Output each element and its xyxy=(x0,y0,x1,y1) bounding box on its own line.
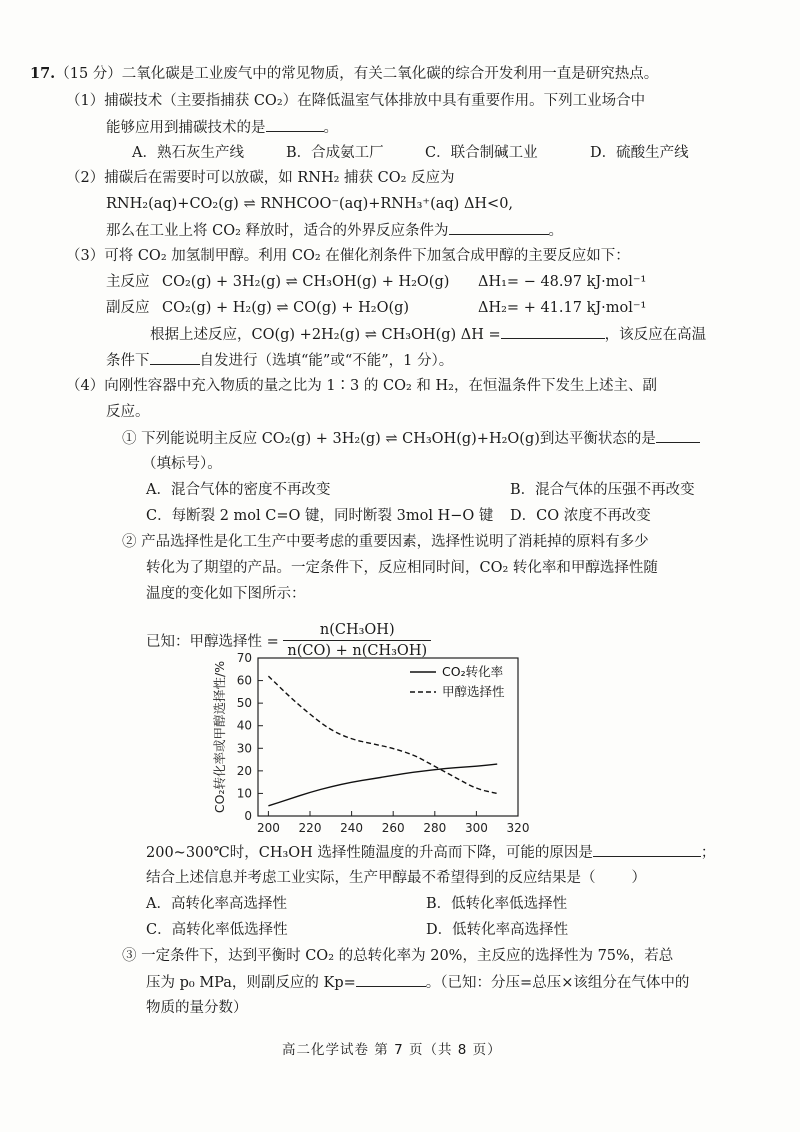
part3-main-label: 主反应 xyxy=(106,274,150,290)
part3-target-equation: 根据上述反应，CO(g) +2H₂(g) ⇌ CH₃OH(g) ΔH = xyxy=(150,327,501,343)
part3-line4-tail: ，该反应在高温 xyxy=(604,327,707,343)
answer-blank-3[interactable] xyxy=(501,324,605,339)
legend-label-0: CO₂转化率 xyxy=(442,664,504,679)
x-tick-label-300: 300 xyxy=(464,821,488,835)
choice-option-b: B．低转化率低选择性 xyxy=(426,896,568,912)
x-tick-label-200: 200 xyxy=(256,821,280,835)
answer-blank-5[interactable] xyxy=(656,428,700,443)
answer-blank-4[interactable] xyxy=(150,350,200,365)
kp-note: 。（已知：分压=总压×该组分在气体中的 xyxy=(425,975,690,991)
part2-line3 xyxy=(106,220,563,241)
part4-sub1-line2: （填标号）。 xyxy=(142,456,222,472)
part4-sub3-line3: 物质的量分数） xyxy=(146,1000,248,1016)
part4-option-a: A．混合气体的密度不再改变 xyxy=(146,482,331,498)
selectivity-label: 已知：甲醇选择性 = xyxy=(146,634,279,650)
question-number: 17. xyxy=(30,65,56,82)
y-axis-label: CO₂转化率或甲醇选择性/% xyxy=(212,660,227,814)
answer-blank-8[interactable] xyxy=(356,972,426,987)
kp-prompt: 压为 p₀ MPa，则副反应的 Kp= xyxy=(146,975,356,991)
y-tick-label-20: 20 xyxy=(236,763,252,778)
part2-period: 。 xyxy=(548,223,564,239)
x-tick-label-320: 320 xyxy=(506,821,530,835)
part3-line4 xyxy=(150,324,706,345)
least-desired-line xyxy=(146,868,646,888)
fraction-numerator: n(CH₃OH) xyxy=(283,620,431,641)
reason-line xyxy=(146,842,715,863)
part4-line1: （4）向刚性容器中充入物质的量之比为 1∶3 的 CO₂ 和 H₂，在恒温条件下发生上述主、副 xyxy=(66,378,657,394)
x-tick-label-220: 220 xyxy=(298,821,322,835)
part1-period: 。 xyxy=(323,120,338,136)
part3-side-label: 副反应 xyxy=(106,300,150,316)
part4-option-b: B．混合气体的压强不再改变 xyxy=(510,482,695,498)
part4-option-c: C．每断裂 2 mol C=O 键，同时断裂 3mol H−O 键 xyxy=(146,508,494,524)
part3-main-enthalpy: ΔH₁= − 48.97 kJ·mol⁻¹ xyxy=(478,274,647,290)
part1-option-b: B．合成氨工厂 xyxy=(286,145,384,161)
page-footer: 高二化学试卷 第 7 页（共 8 页） xyxy=(282,1042,502,1058)
part1-prompt: 能够应用到捕碳技术的是 xyxy=(106,120,266,136)
y-tick-label-50: 50 xyxy=(236,696,252,711)
part3-line5 xyxy=(106,350,453,371)
part4-sub3-line2 xyxy=(146,972,689,993)
part1-line2 xyxy=(106,117,338,138)
part2-prompt: 那么在工业上将 CO₂ 释放时，适合的外界反应条件为 xyxy=(106,223,449,239)
part3-side-equation: CO₂(g) + H₂(g) ⇌ CO(g) + H₂O(g) xyxy=(162,300,410,316)
least-desired-prompt: 结合上述信息并考虑工业实际，生产甲醇最不希望得到的反应结果是（ xyxy=(146,870,596,886)
part3-line1: （3）可将 CO₂ 加氢制甲醇。利用 CO₂ 在催化剂条件下加氢合成甲醇的主要反应如下： xyxy=(66,248,630,264)
part2-equation: RNH₂(aq)+CO₂(g) ⇌ RNHCOO⁻(aq)+RNH₃⁺(aq) ΔH<0, xyxy=(106,196,514,212)
question-stem-text: （15 分）二氧化碳是工业废气中的常见物质，有关二氧化碳的综合开发利用一直是研究热点。 xyxy=(55,66,659,82)
legend-label-1: 甲醇选择性 xyxy=(442,684,505,699)
y-tick-label-40: 40 xyxy=(236,718,252,733)
part3-main-equation: CO₂(g) + 3H₂(g) ⇌ CH₃OH(g) + H₂O(g) xyxy=(162,274,450,290)
answer-blank-2[interactable] xyxy=(449,220,549,235)
reason-semicolon: ； xyxy=(700,845,716,861)
x-tick-label-280: 280 xyxy=(423,821,447,835)
part4-sub2-line1: ② 产品选择性是化工生产中要考虑的重要因素，选择性说明了消耗掉的原料有多少 xyxy=(122,534,649,550)
y-tick-label-10: 10 xyxy=(236,786,252,801)
plot-frame xyxy=(258,658,518,816)
part4-sub2-line3: 温度的变化如下图所示： xyxy=(146,586,306,602)
part1-option-d: D．硫酸生产线 xyxy=(590,145,689,161)
part1-option-a: A．熟石灰生产线 xyxy=(132,145,244,161)
choice-option-c: C．高转化率低选择性 xyxy=(146,922,288,938)
y-tick-label-30: 30 xyxy=(236,741,252,756)
answer-blank-1[interactable] xyxy=(266,117,324,132)
choice-option-d: D．低转化率高选择性 xyxy=(426,922,569,938)
part2-line1: （2）捕碳后在需要时可以放碳，如 RNH₂ 捕获 CO₂ 反应为 xyxy=(66,170,455,186)
part3-side-enthalpy: ΔH₂= + 41.17 kJ·mol⁻¹ xyxy=(478,300,647,316)
reason-prompt: 200~300℃时，CH₃OH 选择性随温度的升高而下降，可能的原因是 xyxy=(146,845,593,861)
y-tick-label-60: 60 xyxy=(236,673,252,688)
answer-blank-6[interactable] xyxy=(593,842,701,857)
part4-sub3-line1: ③ 一定条件下，达到平衡时 CO₂ 的总转化率为 20%，主反应的选择性为 75%，若总 xyxy=(122,948,674,964)
part1-option-c: C．联合制碱工业 xyxy=(425,145,538,161)
fraction-denominator: n(CO) + n(CH₃OH) xyxy=(287,643,428,659)
part4-sub1-line1 xyxy=(122,428,700,449)
conversion-selectivity-chart xyxy=(200,650,560,840)
series-line-0 xyxy=(268,764,497,806)
part3-condition: 条件下 xyxy=(106,353,150,369)
part4-sub1-prompt: ① 下列能说明主反应 CO₂(g) + 3H₂(g) ⇌ CH₃OH(g)+H₂O(g)到达平衡状态的是 xyxy=(122,431,656,447)
part3-line5-tail: 自发进行（选填“能”或“不能”，1 分）。 xyxy=(199,353,454,369)
part4-sub2-line2: 转化为了期望的产品。一定条件下，反应相同时间，CO₂ 转化率和甲醇选择性随 xyxy=(146,560,658,576)
part4-option-d: D．CO 浓度不再改变 xyxy=(510,508,651,524)
y-tick-label-0: 0 xyxy=(244,809,252,823)
part4-line2: 反应。 xyxy=(106,404,150,420)
part1-line1: （1）捕碳技术（主要指捕获 CO₂）在降低温室气体排放中具有重要作用。下列工业场合中 xyxy=(66,93,646,109)
x-tick-label-240: 240 xyxy=(340,821,364,835)
x-tick-label-260: 260 xyxy=(381,821,405,835)
choice-option-a: A．高转化率高选择性 xyxy=(146,896,287,912)
y-tick-label-70: 70 xyxy=(236,651,252,665)
question-17-stem xyxy=(30,64,658,84)
least-desired-paren: ） xyxy=(631,870,646,886)
